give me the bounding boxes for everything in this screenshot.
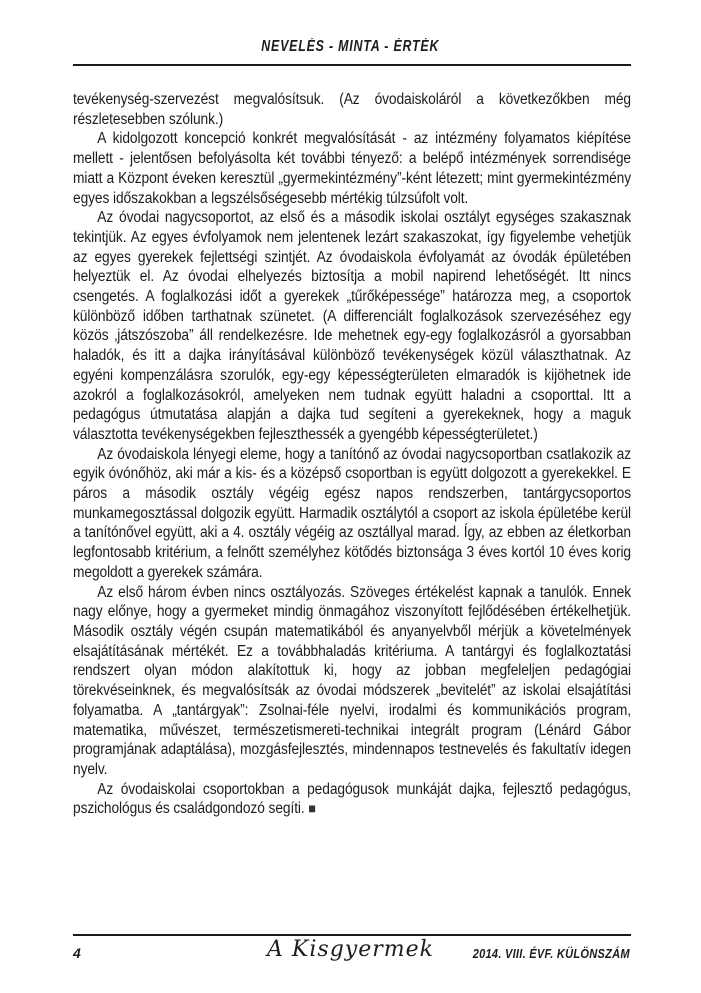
header-rule bbox=[73, 64, 631, 66]
journal-title: A Kisgyermek bbox=[267, 937, 434, 962]
page-footer bbox=[0, 936, 701, 976]
paragraph bbox=[73, 780, 631, 819]
running-head-title: NEVELÉS - MINTA - ÉRTÉK bbox=[261, 38, 440, 55]
issue-label: 2014. VIII. ÉVF. KÜLÖNSZÁM bbox=[472, 946, 630, 961]
paragraph: tevékenység-szervezést megvalósítsuk. (Az óvodaiskoláról a következőkben még részletesebben szólunk.) bbox=[73, 91, 631, 128]
page-header bbox=[0, 0, 701, 64]
paragraph: Az első három évben nincs osztályozás. Szöveges értékelést kapnak a tanulók. Ennek nagy előnye, hogy a gyermeket mindig önmagához viszonyított fejlődésében értékelhetjük. Második osztály végén csupán matematikából és anyanyelvből mérjük a követelmények elsajátításának mértékét. Ez a továbbhaladás kritériuma. A tantárgyi és foglalkoztatási rendszert olyan módon alakítottuk ki, hogy az jobban megfeleljen pedagógiai törekvéseinknek, és megvalósítsák az óvodai módszerek „bevitelét” az iskolai elsajátítási folyamatba. A „tantárgyak”: Zsolnai-féle nyelvi, irodalmi és kommunikációs program, matematika, művészet, természetismereti-technikai integrált program (Lénárd Gábor programjának adaptálása), mozgásfejlesztés, mindennapos testnevelés és fakultatív idegen nyelv. bbox=[73, 583, 632, 778]
paragraph: A kidolgozott koncepció konkrét megvalósítását - az intézmény folyamatos kiépítése mellett - jelentősen befolyásolta két további tényező: a belépő intézmények sorrendisége miatt a Központ éveken keresztül „gyermekintézmény”-ként létezett; mint gyermekintézmény egyes időszakokban a legszélsőségesebb mértékig túlzsúfolt volt. bbox=[73, 130, 632, 207]
article-end-mark-icon: ■ bbox=[308, 800, 316, 817]
paragraph-text: Az óvodaiskolai csoportokban a pedagógusok munkáját dajka, fejlesztő pedagógus, pszichológus és családgondozó segíti. bbox=[73, 780, 632, 818]
article-body bbox=[73, 90, 631, 819]
paragraph: Az óvodai nagycsoportot, az első és a második iskolai osztályt egységes szakasznak tekintjük. Az egyes évfolyamok nem jelentenek lezárt szakaszokat, így figyelembe vehetjük az egyes gyerekek fejlettségi szintjét. Az óvodaiskola évfolyamát az óvodák épületében helyeztük el. Az óvodai elhelyezés biztosítja a mobil napirend lehetőségét. Itt nincs csengetés. A foglalkozási időt a gyerekek „tűrőképessége” határozza meg, a csoportok különböző időben tarthatnak szünetet. (A differenciált foglalkozások szervezéséhez egy közös ‚játszószoba” áll rendelkezésre. Ide mehetnek egy-egy foglalkozásról a gyorsabban haladók, és itt a dajka irányításával különböző tevékenységek közül választhatnak. Az egyéni kompenzálásra szorulók, egy-egy képességterületen elmaradók is kijöhetnek ide azokról a foglalkozásokról, amelyeken nem tudnak együtt haladni a csoporttal. Itt a pedagógus útmutatása alapján a dajka tud segíteni a gyerekeknek, hogy a maguk választotta tevékenységekben fejleszthessék a gyengébb képességterületet.) bbox=[73, 209, 632, 443]
paragraph: Az óvodaiskola lényegi eleme, hogy a tanítónő az óvodai nagycsoportban csatlakozik az egyik óvónőhöz, aki már a kis- és a középső csoportban is együtt dolgozott a gyerekekkel. E páros a második osztály végéig egész napos rendszerben, tantárgycsoportos munkamegosztással dolgozik együtt. Harmadik osztálytól a csoport az iskola épületébe kerül a tanítónővel együtt, aki a 4. osztály végéig az osztállyal marad. Így, az ebben az életkorban legfontosabb kritérium, a felnőtt személyhez kötődés biztonsága 3 éves kortól 10 éves korig megoldott a gyerekek számára. bbox=[73, 445, 632, 581]
page-number: 4 bbox=[73, 945, 81, 961]
